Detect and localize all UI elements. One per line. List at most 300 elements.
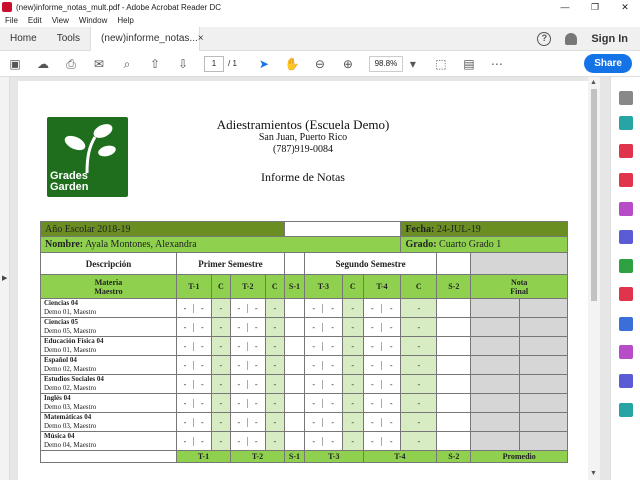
final-cell (519, 394, 567, 413)
compress-pdf-icon[interactable] (619, 287, 633, 301)
final-cell (471, 432, 519, 451)
tab-home[interactable]: Home (10, 32, 37, 44)
subject-teacher: Demo 03, Maestro (44, 403, 97, 411)
grade-cell (230, 356, 265, 375)
student-info-row (41, 237, 568, 253)
notification-bell-icon[interactable] (565, 33, 577, 45)
tab-bar (0, 27, 640, 51)
scroll-down-icon[interactable]: ▼ (590, 470, 597, 477)
conduct-cell: - (265, 318, 284, 337)
scrollbar-thumb[interactable] (591, 89, 597, 301)
organization-city: San Juan, Puerto Rico (258, 132, 348, 143)
table-row (41, 432, 568, 451)
grade-dash: - (254, 322, 258, 332)
conduct-cell: - (401, 432, 437, 451)
footer-col: Promedio (471, 451, 568, 463)
export-pdf-icon[interactable] (619, 116, 633, 130)
zoom-out-icon[interactable]: ⊖ (314, 56, 325, 71)
fit-page-icon[interactable]: ⬚ (435, 56, 447, 71)
grade-dash: - (389, 379, 393, 389)
subject-cell (41, 337, 177, 356)
table-row (41, 413, 568, 432)
conduct-cell: - (265, 299, 284, 318)
conduct-cell: - (265, 356, 284, 375)
semester-cell (437, 299, 471, 318)
close-window-button[interactable]: ✕ (621, 1, 629, 12)
create-pdf-icon[interactable] (619, 144, 633, 158)
subject-cell (41, 318, 177, 337)
semester-cell (284, 356, 304, 375)
final-cell (471, 375, 519, 394)
conduct-cell: - (401, 356, 437, 375)
conduct-cell: - (265, 432, 284, 451)
table-row (41, 318, 568, 337)
date-label: Fecha: (405, 223, 435, 235)
final-header-line1: Nota (510, 277, 528, 287)
grade-cell (304, 318, 342, 337)
menu-edit[interactable]: Edit (27, 16, 42, 25)
col-t2: T-2 (230, 275, 265, 299)
semester-cell (284, 318, 304, 337)
fill-sign-icon[interactable] (619, 345, 633, 359)
grade-dash: - (331, 436, 334, 446)
restore-button[interactable]: ❐ (590, 1, 600, 12)
grade-dash: - (389, 417, 393, 427)
semester-cell (284, 413, 304, 432)
footer-col: T-4 (363, 451, 437, 463)
grade-dash: - (389, 303, 393, 313)
final-cell (519, 299, 567, 318)
grade-cell (230, 413, 265, 432)
grade-cell (363, 413, 401, 432)
sign-in-button[interactable]: Sign In (591, 32, 628, 45)
grade-dash: - (305, 380, 323, 389)
subject-name: Inglés 04 (44, 394, 71, 402)
final-cell (471, 337, 519, 356)
grade-dash: - (200, 322, 204, 332)
subject-teacher: Demo 05, Maestro (44, 327, 97, 335)
grade-dash: - (364, 418, 382, 427)
acrobat-app-icon (2, 2, 12, 12)
grade-dash: - (254, 398, 258, 408)
date-cell (401, 222, 568, 237)
grade-dash: - (331, 322, 334, 332)
conduct-cell: - (401, 394, 437, 413)
final-cell (519, 318, 567, 337)
final-cell (471, 318, 519, 337)
comment-icon[interactable] (619, 202, 633, 216)
conduct-cell: - (211, 375, 230, 394)
grade-dash: - (364, 437, 382, 446)
share-button[interactable]: Share (584, 54, 632, 73)
grade-dash: - (177, 399, 194, 408)
col-c1: C (211, 275, 230, 299)
subject-cell (41, 394, 177, 413)
col-t3: T-3 (304, 275, 342, 299)
final-header-line2: Final (510, 286, 529, 296)
grade-dash: - (254, 379, 258, 389)
name-label: Nombre: (45, 239, 84, 250)
description-header: Descripción (41, 253, 177, 275)
organize-pages-icon[interactable] (619, 259, 633, 273)
footer-col: T-2 (230, 451, 284, 463)
grade-dash: - (200, 360, 204, 370)
grade-cell (177, 394, 212, 413)
col-t4: T-4 (363, 275, 401, 299)
conduct-cell: - (401, 318, 437, 337)
grade-dash: - (331, 341, 334, 351)
final-cell (519, 432, 567, 451)
save-icon[interactable]: ▣ (9, 56, 21, 71)
conduct-cell: - (401, 375, 437, 394)
grade-dash: - (305, 437, 323, 446)
grade-dash: - (305, 418, 323, 427)
grade-dash: - (254, 341, 258, 351)
school-year-row (41, 222, 568, 237)
table-row (41, 299, 568, 318)
next-page-icon[interactable]: ⇩ (177, 56, 189, 71)
conduct-cell: - (211, 413, 230, 432)
grade-dash: - (231, 418, 248, 427)
semester-cell (437, 432, 471, 451)
subject-name: Estudios Sociales 04 (44, 375, 104, 383)
tab-document[interactable] (90, 27, 204, 51)
grade-dash: - (200, 303, 204, 313)
grade-dash: - (231, 342, 248, 351)
grade-cell (363, 375, 401, 394)
expand-left-icon[interactable]: ▶ (2, 275, 8, 282)
conduct-cell: - (211, 299, 230, 318)
second-semester-header: Segundo Semestre (304, 253, 436, 275)
school-year: Año Escolar 2018-19 (41, 222, 285, 237)
final-cell (519, 375, 567, 394)
conduct-cell: - (265, 375, 284, 394)
logo-text-line1: Grades (50, 170, 88, 182)
conduct-cell: - (342, 299, 363, 318)
date-value: 24-JUL-19 (436, 223, 481, 235)
scroll-up-icon[interactable]: ▲ (590, 79, 597, 86)
grade-dash: - (177, 380, 194, 389)
subject-cell (41, 356, 177, 375)
subject-header: Materia (94, 277, 123, 287)
subject-teacher: Demo 02, Maestro (44, 384, 97, 392)
col-s2: S-2 (437, 275, 471, 299)
grade-dash: - (200, 379, 204, 389)
zoom-panel-icon[interactable] (619, 91, 633, 105)
subject-name: Español 04 (44, 356, 77, 364)
help-icon[interactable]: ? (537, 32, 551, 46)
hand-tool-icon[interactable]: ✋ (284, 56, 300, 71)
subject-name: Música 04 (44, 432, 75, 440)
zoom-level-select[interactable]: 98.8% (369, 56, 403, 72)
grade-dash: - (305, 323, 323, 332)
conduct-cell: - (265, 337, 284, 356)
final-cell (519, 356, 567, 375)
page-number-input[interactable]: 1 (204, 56, 224, 72)
subject-name: Ciencias 04 (44, 299, 79, 307)
left-panel-toggle[interactable] (0, 77, 10, 480)
grade-dash: - (177, 304, 194, 313)
grade-dash: - (231, 437, 248, 446)
grade-dash: - (200, 398, 204, 408)
col-c2: C (265, 275, 284, 299)
col-c4: C (401, 275, 437, 299)
semester-cell (284, 394, 304, 413)
subject-name: Ciencias 05 (44, 318, 79, 326)
footer-col: S-2 (437, 451, 471, 463)
table-row (41, 375, 568, 394)
semester-cell (437, 413, 471, 432)
send-signature-icon[interactable] (619, 374, 633, 388)
menu-help[interactable]: Help (117, 16, 134, 25)
grade-dash: - (177, 418, 194, 427)
grade-dash: - (200, 341, 204, 351)
grade-dash: - (254, 417, 258, 427)
grade-cell (304, 299, 342, 318)
window-title: (new)informe_notas_mult.pdf - Adobe Acrobat Reader DC (16, 2, 221, 12)
grade-cell (304, 356, 342, 375)
grade-cell (177, 413, 212, 432)
zoom-in-icon[interactable]: ⊕ (342, 56, 353, 71)
semester-cell (437, 318, 471, 337)
grade-dash: - (231, 380, 248, 389)
grade-dash: - (389, 341, 393, 351)
grade-cell (177, 299, 212, 318)
conduct-cell: - (342, 432, 363, 451)
grade-level-cell (401, 237, 568, 253)
subject-teacher: Demo 04, Maestro (44, 441, 97, 449)
subject-teacher: Demo 01, Maestro (44, 346, 97, 354)
document-title: Informe de Notas (261, 170, 345, 184)
grade-dash: - (231, 323, 248, 332)
grade-cell (363, 299, 401, 318)
grade-dash: - (200, 417, 204, 427)
conduct-cell: - (211, 356, 230, 375)
student-name: Ayala Montones, Alexandra (85, 239, 197, 250)
minimize-button[interactable]: — (560, 2, 570, 12)
previous-page-icon[interactable]: ⇧ (149, 56, 161, 71)
more-tools-icon[interactable]: ⋯ (490, 56, 503, 71)
menu-view[interactable]: View (51, 16, 69, 25)
email-icon[interactable]: ✉ (93, 56, 105, 71)
menu-file[interactable]: File (5, 16, 18, 25)
subject-teacher: Demo 02, Maestro (44, 365, 97, 373)
grade-dash: - (331, 303, 334, 313)
vertical-scrollbar[interactable] (588, 77, 600, 480)
grade-dash: - (389, 322, 393, 332)
conduct-cell: - (211, 337, 230, 356)
grade-level: Cuarto Grado 1 (439, 239, 502, 250)
conduct-cell: - (211, 394, 230, 413)
subject-teacher: Demo 01, Maestro (44, 308, 97, 316)
grade-dash: - (254, 436, 258, 446)
more-tools-panel-icon[interactable] (619, 403, 633, 417)
final-grade-header (471, 275, 568, 299)
grade-cell (230, 375, 265, 394)
grade-cell (177, 375, 212, 394)
logo-text-line2: Garden (50, 181, 89, 193)
grade-cell (177, 356, 212, 375)
scroll-mode-icon[interactable]: ▤ (463, 56, 475, 71)
grade-cell (230, 337, 265, 356)
grade-cell (304, 432, 342, 451)
semester-cell (284, 375, 304, 394)
conduct-cell: - (342, 356, 363, 375)
conduct-cell: - (342, 394, 363, 413)
final-cell (471, 413, 519, 432)
grade-dash: - (305, 361, 323, 370)
subject-teacher-header (41, 275, 177, 299)
footer-col: S-1 (284, 451, 304, 463)
grade-label: Grado: (405, 239, 437, 250)
conduct-cell: - (401, 337, 437, 356)
conduct-cell: - (342, 337, 363, 356)
organization-name: Adiestramientos (Escuela Demo) (216, 117, 390, 132)
semester-cell (284, 299, 304, 318)
search-icon[interactable]: ⌕ (123, 56, 131, 71)
final-cell (471, 299, 519, 318)
grade-dash: - (305, 304, 323, 313)
grade-dash: - (254, 303, 258, 313)
zoom-dropdown-icon[interactable]: ▾ (409, 56, 416, 71)
section-header-row (41, 253, 568, 275)
tab-close-icon[interactable]: × (197, 32, 204, 44)
grade-dash: - (177, 361, 194, 370)
conduct-cell: - (211, 432, 230, 451)
subject-cell (41, 413, 177, 432)
subject-name: Matemáticas 04 (44, 413, 92, 421)
select-cursor-icon[interactable]: ➤ (258, 56, 269, 71)
grade-dash: - (177, 437, 194, 446)
grade-cell (363, 394, 401, 413)
conduct-cell: - (342, 375, 363, 394)
teacher-header: Maestro (94, 286, 123, 296)
tab-tools[interactable]: Tools (56, 32, 81, 44)
semester-cell (437, 394, 471, 413)
grade-cell (363, 356, 401, 375)
grade-dash: - (305, 399, 323, 408)
col-c3: C (342, 275, 363, 299)
tab-document-label: (new)informe_notas... (101, 32, 198, 44)
grade-cell (230, 299, 265, 318)
footer-col: T-3 (304, 451, 363, 463)
final-cell (519, 413, 567, 432)
final-cell (471, 394, 519, 413)
table-row (41, 356, 568, 375)
table-row (41, 394, 568, 413)
student-name-cell (41, 237, 401, 253)
grade-dash: - (305, 342, 323, 351)
conduct-cell: - (211, 318, 230, 337)
semester-cell (284, 337, 304, 356)
combine-files-icon[interactable] (619, 230, 633, 244)
grade-cell (177, 318, 212, 337)
conduct-cell: - (265, 394, 284, 413)
grades-table (40, 221, 568, 463)
grade-cell (363, 432, 401, 451)
menu-bar (0, 14, 640, 27)
grade-dash: - (364, 304, 382, 313)
grade-dash: - (331, 398, 334, 408)
menu-window[interactable]: Window (78, 16, 108, 25)
subject-cell (41, 299, 177, 318)
edit-pdf-icon[interactable] (619, 173, 633, 187)
semester-cell (284, 432, 304, 451)
grade-dash: - (231, 399, 248, 408)
footer-col: T-1 (177, 451, 231, 463)
pdf-page (18, 81, 588, 480)
footer-header-row (41, 451, 568, 463)
grade-dash: - (364, 399, 382, 408)
grade-cell (304, 375, 342, 394)
grade-cell (230, 432, 265, 451)
grade-dash: - (331, 417, 334, 427)
first-semester-header: Primer Semestre (177, 253, 285, 275)
window-titlebar (0, 0, 640, 14)
conduct-cell: - (401, 413, 437, 432)
conduct-cell: - (401, 299, 437, 318)
grade-dash: - (231, 304, 248, 313)
grade-dash: - (389, 360, 393, 370)
grade-cell (304, 413, 342, 432)
grade-cell (363, 337, 401, 356)
table-row (41, 337, 568, 356)
grade-dash: - (200, 436, 204, 446)
grade-dash: - (331, 360, 334, 370)
grade-dash: - (389, 436, 393, 446)
column-header-row (41, 275, 568, 299)
col-s1: S-1 (284, 275, 304, 299)
subject-name: Educación Física 04 (44, 337, 104, 345)
conduct-cell: - (265, 413, 284, 432)
semester-cell (437, 375, 471, 394)
conduct-cell: - (342, 318, 363, 337)
upload-cloud-icon[interactable]: ☁ (37, 56, 49, 71)
grade-cell (304, 394, 342, 413)
grade-dash: - (177, 323, 194, 332)
page-total: / 1 (228, 59, 237, 68)
grade-dash: - (364, 342, 382, 351)
grade-dash: - (364, 380, 382, 389)
organization-phone: (787)919-0084 (273, 144, 333, 155)
grade-cell (177, 432, 212, 451)
grade-cell (230, 394, 265, 413)
semester-cell (437, 337, 471, 356)
subject-cell (41, 432, 177, 451)
print-icon[interactable]: ⎙ (66, 56, 76, 71)
main-toolbar (0, 51, 640, 77)
protect-icon[interactable] (619, 317, 633, 331)
grade-dash: - (331, 379, 334, 389)
final-cell (471, 356, 519, 375)
grade-dash: - (389, 398, 393, 408)
grade-cell (304, 337, 342, 356)
col-t1: T-1 (177, 275, 212, 299)
grade-dash: - (231, 361, 248, 370)
grade-dash: - (177, 342, 194, 351)
grade-cell (177, 337, 212, 356)
conduct-cell: - (342, 413, 363, 432)
grade-cell (230, 318, 265, 337)
grade-dash: - (364, 361, 382, 370)
final-cell (519, 337, 567, 356)
subject-teacher: Demo 03, Maestro (44, 422, 97, 430)
semester-cell (437, 356, 471, 375)
grade-dash: - (254, 360, 258, 370)
grade-dash: - (364, 323, 382, 332)
grade-cell (363, 318, 401, 337)
subject-cell (41, 375, 177, 394)
